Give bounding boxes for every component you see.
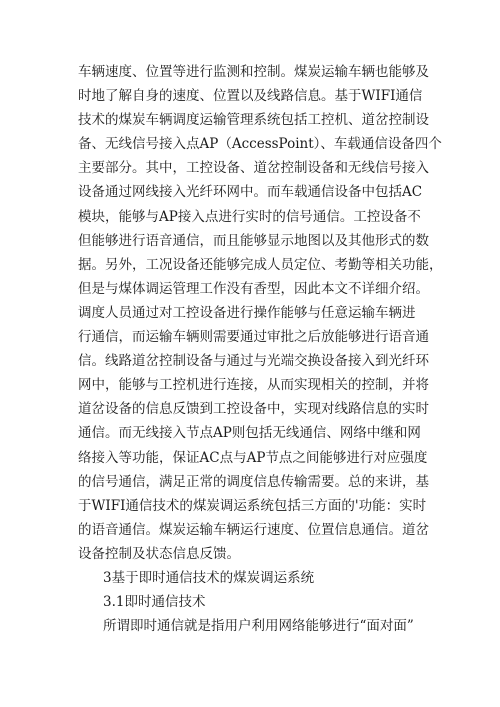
body-line: 于WIFI通信技术的煤炭调运系统包括三方面的'功能：实时 [78, 497, 427, 514]
body-line: 的信号通信，满足正常的调度信息传输需要。总的来讲，基 [78, 473, 429, 490]
body-line: 所谓即时通信就是指用户利用网络能够进行“面对面” [103, 618, 414, 635]
body-line: 车辆速度、位置等进行监测和控制。煤炭运输车辆也能够及 [78, 64, 429, 80]
body-line: 设备通过网线接入光纤环网中。而车载通信设备中包括AC [78, 184, 423, 201]
body-line: 行通信，而运输车辆则需要通过审批之后放能够进行语音通 [78, 329, 429, 346]
body-line: 时地了解自身的速度、位置以及线路信息。基于WIFI通信 [78, 88, 423, 105]
body-line: 备、无线信号接入点AP（AccessPoint）、车载通信设备四个 [78, 136, 442, 153]
body-line: 据。另外，工况设备还能够完成人员定位、考勤等相关功能， [78, 256, 443, 273]
body-line: 技术的煤炭车辆调度运输管理系统包括工控机、道岔控制设 [78, 112, 429, 129]
document-body [78, 60, 443, 638]
section-heading: 3基于即时通信技术的煤炭调运系统 [103, 569, 315, 586]
body-line: 信。线路道岔控制设备与通过与光端交换设备接入到光纤环 [78, 353, 429, 370]
body-line: 通信。而无线接入节点AP则包括无线通信、网络中继和网 [78, 425, 421, 442]
body-line: 设备控制及状态信息反馈。 [78, 545, 240, 562]
body-line: 网中，能够与工控机进行连接，从而实现相关的控制，并将 [78, 377, 429, 394]
subsection-heading: 3.1即时通信技术 [103, 594, 206, 611]
body-line: 的语音通信。煤炭运输车辆运行速度、位置信息通信。道岔 [78, 521, 429, 538]
body-line: 道岔设备的信息反馈到工控设备中，实现对线路信息的实时 [78, 401, 429, 418]
body-line: 主要部分。其中，工控设备、道岔控制设备和无线信号接入 [78, 160, 429, 177]
body-line: 络接入等功能，保证AC点与AP节点之间能够进行对应强度 [78, 449, 428, 466]
body-line: 调度人员通过对工控设备进行操作能够与任意运输车辆进 [78, 304, 416, 321]
body-line: 模块，能够与AP接入点进行实时的信号通信。工控设备不 [78, 208, 421, 225]
body-line: 但能够进行语音通信，而且能够显示地图以及其他形式的数 [78, 232, 429, 249]
body-line: 但是与煤体调运管理工作没有香型，因此本文不详细介绍。 [78, 280, 429, 297]
